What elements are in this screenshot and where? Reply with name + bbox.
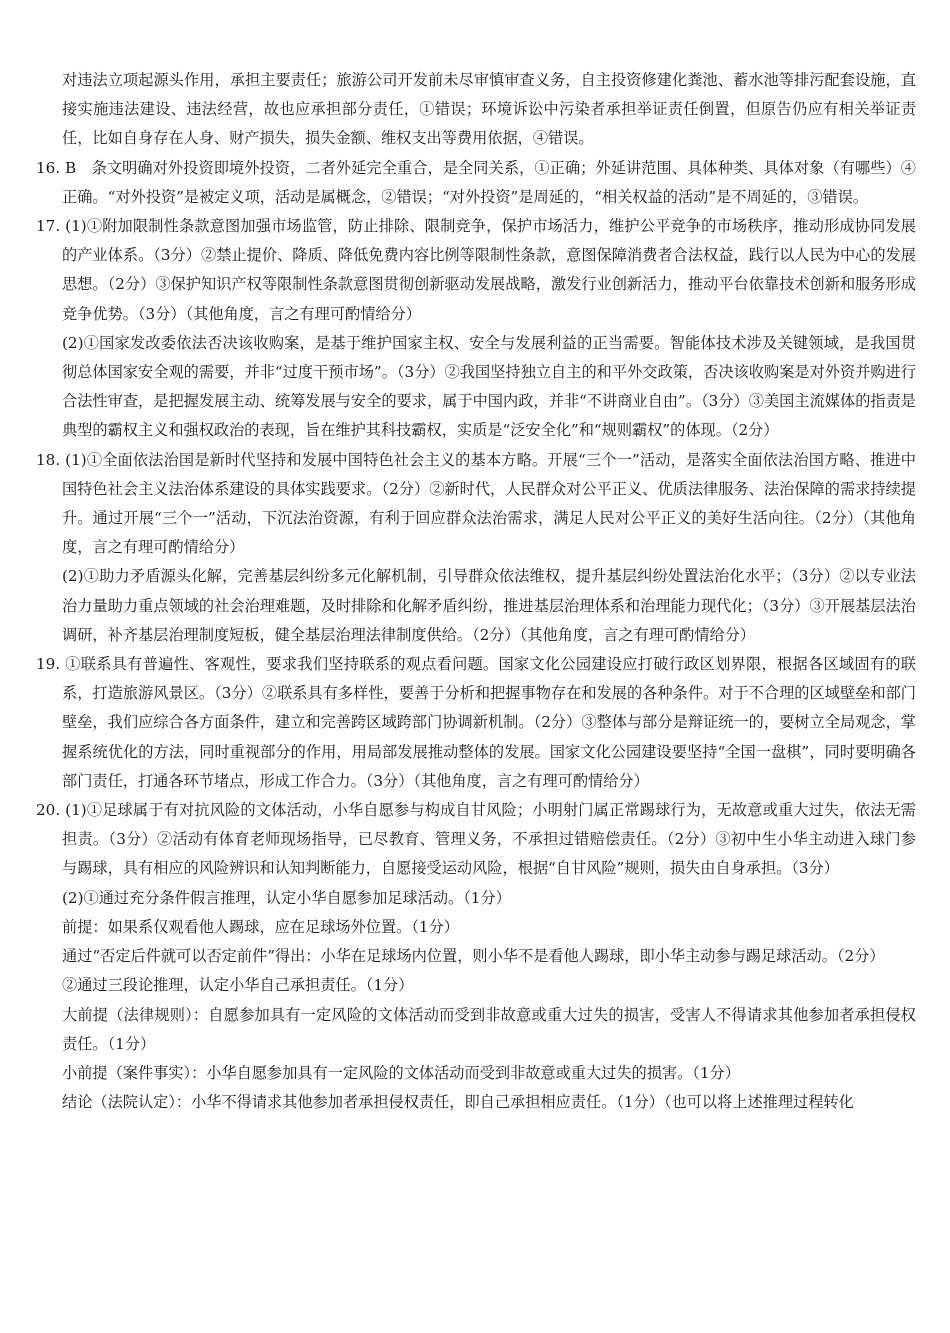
answer-18-part-2: (2)①助力矛盾源头化解，完善基层纠纷多元化解机制，引导群众依法维权，提升基层纠纷处置法治化水平；（3分）②以专业法治力量助力重点领域的社会治理难题，及时排除和化解矛盾纠纷，推进基层治理体系和治理能力现代化；（3分）③开展基层法治调研，补齐基层治理制度短板，健全基层治理法律制度供给。（2分）（其他角度，言之有理可酌情给分） [62,567,916,644]
answer-18-part-1: 18. (1)①全面依法治国是新时代坚持和发展中国特色社会主义的基本方略。开展“三个一”活动，是落实全面依法治国方略、推进中国特色社会主义法治体系建设的具体实践要求。（2分）②新时代，人民群众对公平正义、优质法律服务、法治保障的需求持续提升。通过开展“三个一”活动，下沉法治资源，有利于回应群众法治需求，满足人民对公平正义的美好生活向往。（2分）（其他角度，言之有理可酌情给分） [36,450,916,557]
answer-20-syllogism-heading: ②通过三段论推理，认定小华自己承担责任。（1分） [62,976,414,995]
answer-17-part-1: 17. (1)①附加限制性条款意图加强市场监管，防止排除、限制竞争，保护市场活力，维护公平竞争的市场秩序，推动形成协同发展的产业体系。（3分）②禁止提价、降质、降低免费内容比例等限制性条款，意图保障消费者合法权益，践行以人民为中心的发展思想。（2分）③保护知识产权等限制性条款意图贯彻创新驱动发展战略，激发行业创新活力，推动平台依靠技术创新和服务形成竞争优势。（3分）（其他角度，言之有理可酌情给分） [36,217,916,323]
answer-20-premise: 前提：如果系仅观看他人踢球，应在足球场外位置。（1分） [62,917,459,936]
answer-17-part-2: (2)①国家发改委依法否决该收购案，是基于维护国家主权、安全与发展利益的正当需要。智能体技术涉及关键领域，是我国贯彻总体国家安全观的需要，并非“过度干预市场”。（3分）②我国坚持独立自主的和平外交政策，否决该收购案是对外资并购进行合法性审查，是把握发展主动、统筹发展与安全的要求，属于中国内政，并非“不讲商业自由”。（3分）③美国主流媒体的指责是典型的霸权主义和强权政治的表现，旨在维护其科技霸权，实质是“泛安全化”和“规则霸权”的体现。（2分） [62,333,916,440]
answer-19: 19. ①联系具有普遍性、客观性，要求我们坚持联系的观点看问题。国家文化公园建设应打破行政区划界限，根据各区域固有的联系，打造旅游风景区。（3分）②联系具有多样性，要善于分析和把握事物存在和发展的各种条件。对于不合理的区域壁垒和部门壁垒，我们应综合各方面条件，建立和完善跨区域跨部门协调新机制。（2分）③整体与部分是辩证统一的，要树立全局观念，掌握系统优化的方法，同时重视部分的作用，用局部发展推动整体的发展。国家文化公园建设要坚持“全国一盘棋”，同时要明确各部门责任，打通各环节堵点，形成工作合力。（3分）（其他角度，言之有理可酌情给分） [36,655,916,790]
answer-20-minor-premise: 小前提（案件事实）：小华自愿参加具有一定风险的文体活动而受到非故意或重大过失的损害。（1分） [62,1063,740,1082]
answer-20-major-premise: 大前提（法律规则）：自愿参加具有一定风险的文体活动而受到非故意或重大过失的损害，受害人不得请求其他参加者承担侵权责任。（1分） [62,1005,916,1053]
answer-20-part-2-heading: (2)①通过充分条件假言推理，认定小华自愿参加足球活动。（1分） [62,888,511,907]
answer-20-part-1: 20. (1)①足球属于有对抗风险的文体活动，小华自愿参与构成自甘风险；小明射门属正常踢球行为，无故意或重大过失，依法无需担责。（3分）②活动有体育老师现场指导，已尽教育、管理义务，不承担过错赔偿责任。（2分）③初中生小华主动进入球门参与踢球，具有相应的风险辨识和认知判断能力，自愿接受运动风险，根据“自甘风险”规则，损失由自身承担。（3分） [36,801,916,878]
answer-key-page [36,66,916,1117]
answer-16: 16. B 条文明确对外投资即境外投资，二者外延完全重合，是全同关系，①正确；外延讲范围、具体种类、具体对象（有哪些）④正确。“对外投资”是被定义项，活动是属概念，②错误；“对外投资”是周延的，“相关权益的活动”是不周延的，③错误。 [36,158,916,206]
paragraph-15-continuation: 对违法立项起源头作用，承担主要责任；旅游公司开发前未尽审慎审查义务，自主投资修建化粪池、蓄水池等排污配套设施，直接实施违法建设、违法经营，故也应承担部分责任，①错误；环境诉讼中污染者承担举证责任倒置，但原告仍应有相关举证责任，比如自身存在人身、财产损失，损失金额、维权支出等费用依据，④错误。 [62,71,916,148]
answer-20-inference: 通过“否定后件就可以否定前件”得出：小华在足球场内位置，则小华不是看他人踢球，即小华主动参与踢足球活动。（2分） [62,947,885,966]
answer-20-conclusion: 结论（法院认定）：小华不得请求其他参加者承担侵权责任，即自己承担相应责任。（1分）（也可以将上述推理过程转化 [62,1093,854,1112]
